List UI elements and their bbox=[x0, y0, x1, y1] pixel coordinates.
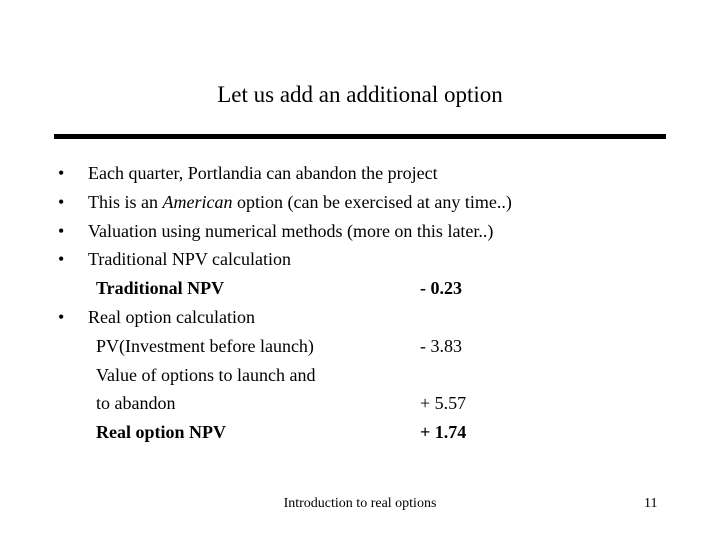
slide-title: Let us add an additional option bbox=[217, 82, 503, 107]
bullet-text: Valuation using numerical methods (more on this later..) bbox=[88, 221, 494, 241]
bullet-traditional-npv bbox=[88, 248, 291, 270]
footer-text: Introduction to real options bbox=[283, 496, 437, 511]
real-option-npv-label: Real option NPV bbox=[96, 422, 226, 442]
pv-investment-label: PV(Investment before launch) bbox=[96, 336, 314, 356]
bullet-text: Real option calculation bbox=[88, 307, 255, 327]
bullet-marker: • bbox=[58, 192, 65, 212]
bullet-text-tail: option (can be exercised at any time..) bbox=[232, 192, 512, 212]
bullet-abandon bbox=[88, 162, 438, 184]
bullet-marker: • bbox=[58, 307, 65, 327]
bullet-real-option bbox=[88, 306, 255, 328]
real-option-npv-value: + 1.74 bbox=[420, 422, 467, 442]
title-divider bbox=[54, 134, 666, 139]
options-value-label-line2: to abandon bbox=[96, 393, 176, 413]
pv-investment-value: - 3.83 bbox=[420, 336, 462, 356]
options-value-label-line1: Value of options to launch and bbox=[96, 365, 316, 385]
traditional-npv-label: Traditional NPV bbox=[96, 278, 225, 298]
bullet-marker: • bbox=[58, 249, 65, 269]
bullet-text: Traditional NPV calculation bbox=[88, 249, 291, 269]
bullet-marker: • bbox=[58, 221, 65, 241]
bullet-valuation bbox=[88, 220, 493, 242]
options-value: + 5.57 bbox=[420, 393, 467, 413]
bullet-text: This is an bbox=[88, 192, 163, 212]
bullet-marker: • bbox=[58, 163, 65, 183]
bullet-american-option bbox=[88, 191, 512, 213]
traditional-npv-value: - 0.23 bbox=[420, 278, 462, 298]
italic-term: American bbox=[162, 192, 233, 212]
bullet-text: Each quarter, Portlandia can abandon the project bbox=[88, 163, 438, 183]
page-number: 11 bbox=[644, 496, 658, 511]
